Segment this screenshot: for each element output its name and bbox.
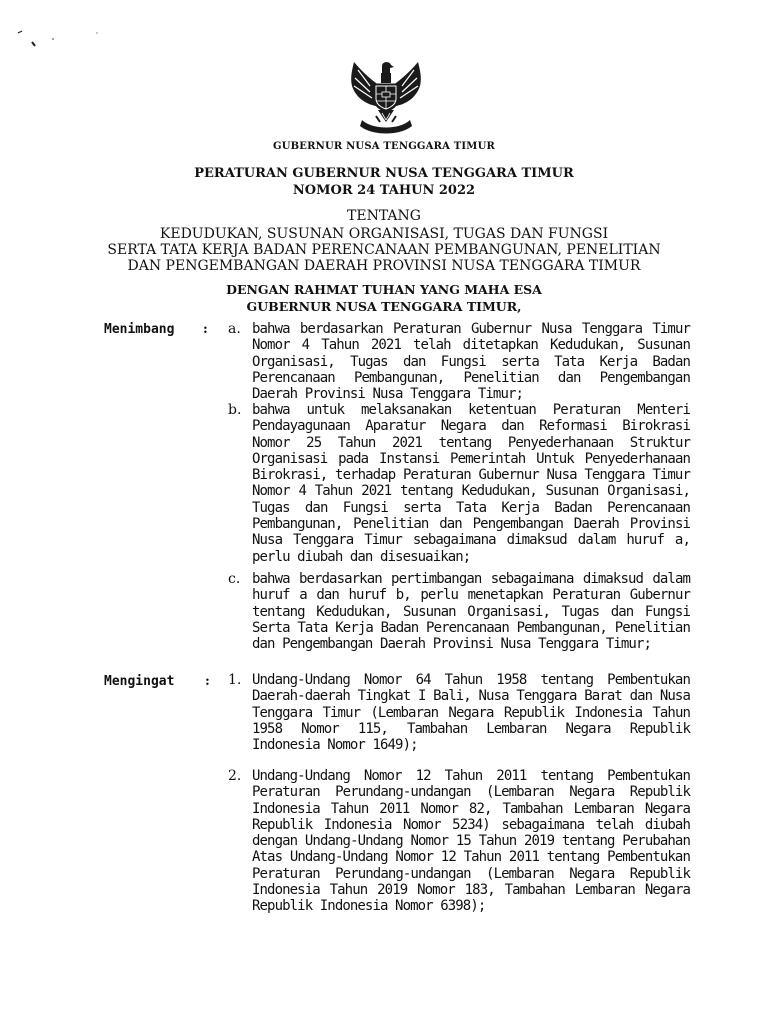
item-marker: 2.	[228, 768, 242, 784]
menimbang-item-b	[228, 402, 690, 565]
menimbang-colon: :	[203, 322, 208, 337]
regulation-number: NOMOR 24 TAHUN 2022	[292, 183, 476, 198]
mengingat-item-1	[228, 672, 690, 753]
preamble-line-1: DENGAN RAHMAT TUHAN YANG MAHA ESA	[226, 282, 542, 297]
menimbang-item-c	[228, 571, 690, 652]
scan-specks	[0, 0, 120, 60]
item-text: bahwa untuk melaksanakan ketentuan Peraturan Menteri Pendayagunaan Aparatur Negara dan Reformasi Birokrasi Nomor 25 Tahun 2021 tentang Penyederhanaan Struktur Organisasi pada Instansi Pemerintah Untuk Penyederhanaan Birokrasi, terhadap Peraturan Gubernur Nusa Tenggara Timur Nomor 4 Tahun 2021 tentang Kedudukan, Susunan Organisasi, Tugas dan Fungsi serta Tata Kerja Badan Perencanaan Pembangunan, Penelitian dan Pengembangan Daerah Provinsi Nusa Tenggara Timur sebagaimana dimaksud dalam huruf a, perlu diubah dan disesuaikan;	[252, 402, 690, 565]
preamble-line-2: GUBERNUR NUSA TENGGARA TIMUR,	[246, 299, 522, 314]
mengingat-item-2	[228, 768, 690, 915]
item-marker: c.	[228, 571, 241, 587]
subject-line-3: DAN PENGEMBANGAN DAERAH PROVINSI NUSA TENGGARA TIMUR	[127, 258, 641, 274]
item-marker: a.	[228, 321, 241, 337]
item-text: Undang-Undang Nomor 64 Tahun 1958 tentang Pembentukan Daerah-daerah Tingkat I Bali, Nusa Tenggara Barat dan Nusa Tenggara Timur (Lembaran Negara Republik Indonesia Tahun 1958 Nomor 115, Tambahan Lembaran Negara Republik Indonesia Nomor 1649);	[252, 672, 690, 754]
regulation-title-line-1: PERATURAN GUBERNUR NUSA TENGGARA TIMUR	[194, 166, 574, 181]
item-text: bahwa berdasarkan Peraturan Gubernur Nusa Tenggara Timur Nomor 4 Tahun 2021 telah ditetapkan Kedudukan, Susunan Organisasi, Tugas dan Fungsi serta Tata Kerja Badan Perencanaan Pembangunan, Penelitian dan Pengembangan Daerah Provinsi Nusa Tenggara Timur;	[252, 321, 690, 403]
garuda-emblem-icon	[336, 56, 436, 136]
mengingat-colon: :	[205, 674, 210, 689]
menimbang-item-a	[228, 321, 690, 402]
subject-line-1: KEDUDUKAN, SUSUNAN ORGANISASI, TUGAS DAN FUNGSI	[159, 226, 609, 242]
tentang-heading: TENTANG	[347, 208, 421, 224]
item-text: Undang-Undang Nomor 12 Tahun 2011 tentang Pembentukan Peraturan Perundang-undangan (Lembaran Negara Republik Indonesia Tahun 2011 Nomor 82, Tambahan Lembaran Negara Republik Indonesia Nomor 5234) sebagaimana telah diubah dengan Undang-Undang Nomor 15 Tahun 2019 tentang Perubahan Atas Undang-Undang Nomor 12 Tahun 2011 tentang Pembentukan Peraturan Perundang-undangan (Lembaran Negara Republik Indonesia Tahun 2019 Nomor 183, Tambahan Lembaran Negara Republik Indonesia Nomor 6398);	[252, 768, 690, 915]
subject-line-2: SERTA TATA KERJA BADAN PERENCANAAN PEMBANGUNAN, PENELITIAN	[107, 242, 661, 258]
item-marker: b.	[228, 402, 242, 418]
governor-heading: GUBERNUR NUSA TENGGARA TIMUR	[272, 141, 496, 152]
item-text: bahwa berdasarkan pertimbangan sebagaimana dimaksud dalam huruf a dan huruf b, perlu menetapkan Peraturan Gubernur tentang Kedudukan, Susunan Organisasi, Tugas dan Fungsi Serta Tata Kerja Badan Perencanaan Pembangunan, Penelitian dan Pengembangan Daerah Provinsi Nusa Tenggara Timur;	[252, 571, 690, 653]
mengingat-label: Mengingat	[104, 674, 175, 689]
menimbang-label: Menimbang	[104, 322, 175, 337]
item-marker: 1.	[228, 672, 242, 688]
